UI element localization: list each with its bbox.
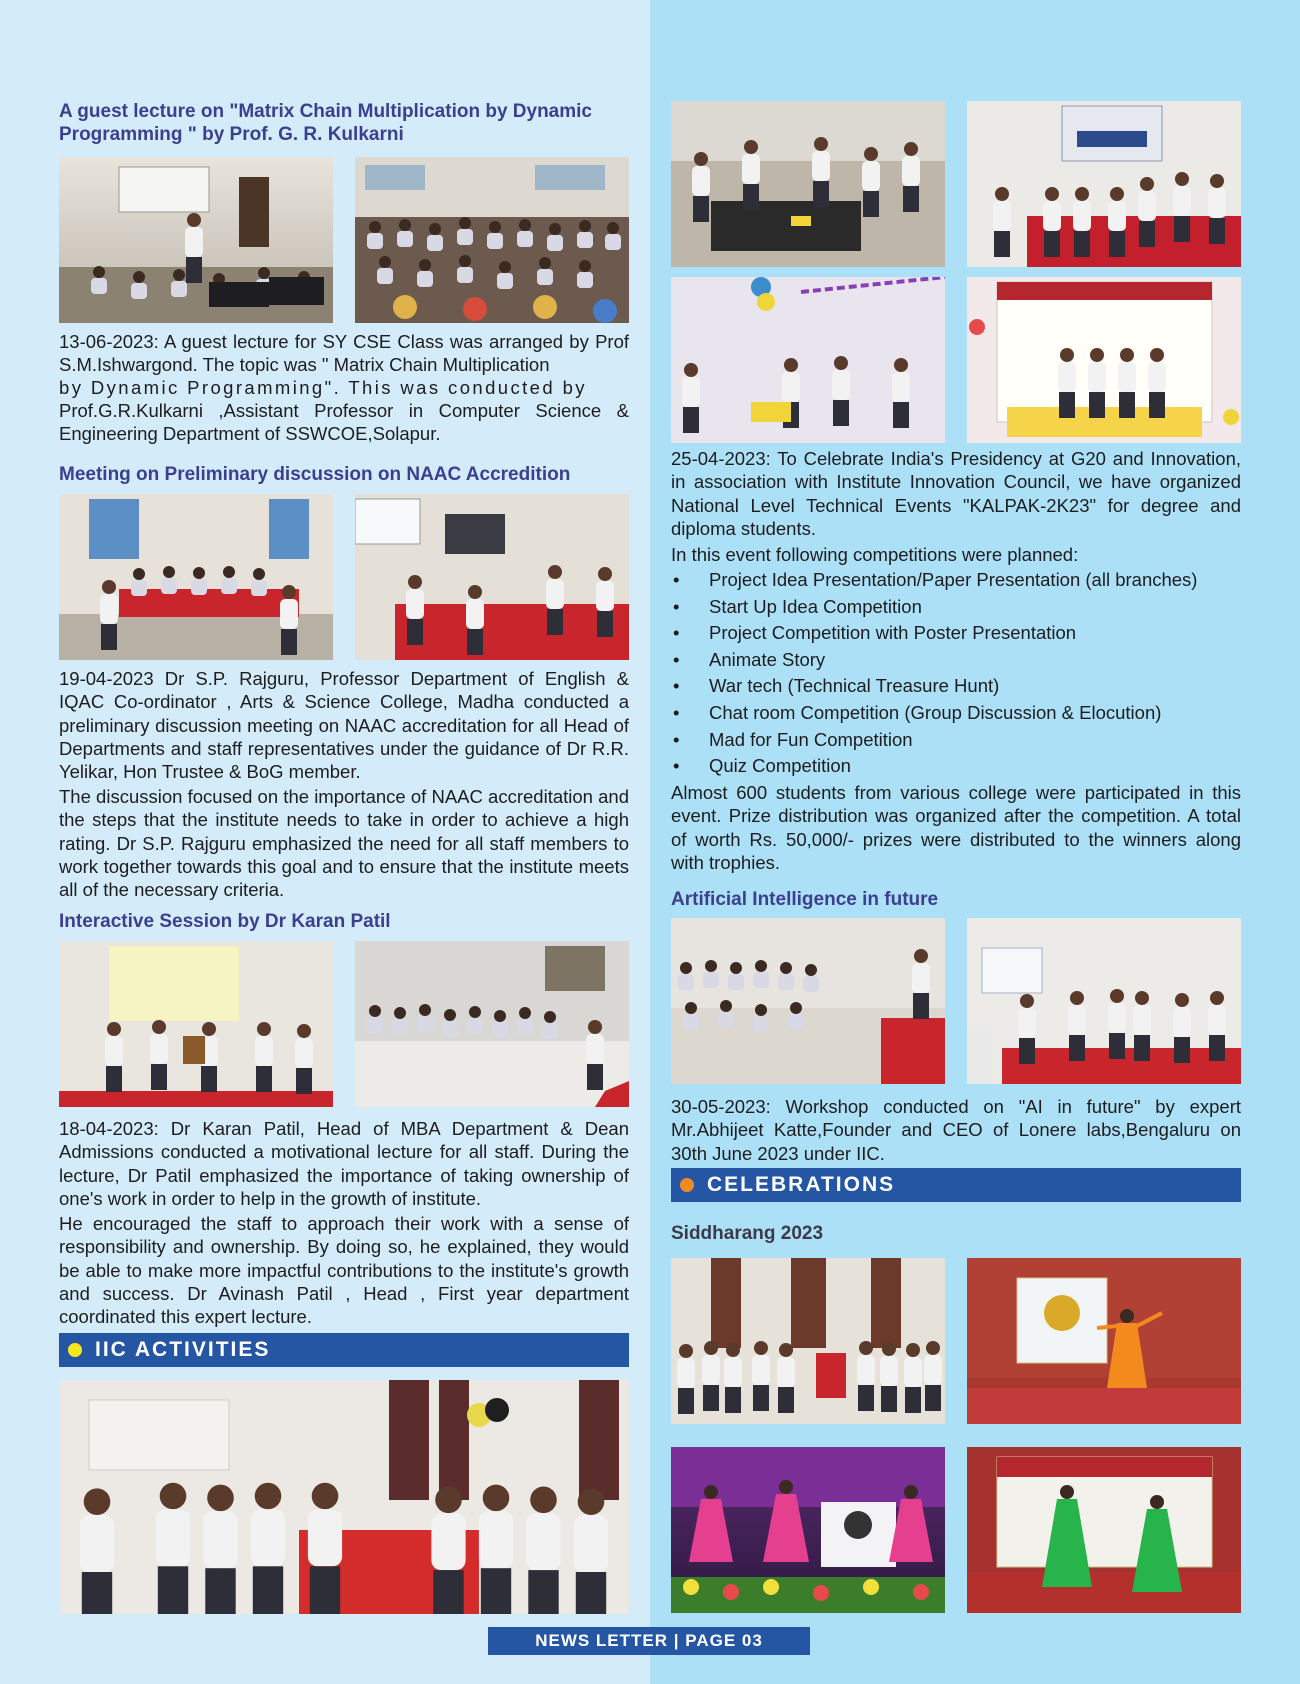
naac-photo-2 (355, 494, 629, 660)
iic-activities-label: IIC ACTIVITIES (95, 1338, 271, 1361)
siddharang-heading: Siddharang 2023 (671, 1223, 824, 1244)
ai-future-heading: Artificial Intelligence in future (671, 889, 939, 910)
guest-lecture-text-1: 13-06-2023: A guest lecture for SY CSE Class was arranged by Prof S.M.Ishwargond. The topic was " Matrix Chain Multiplication (59, 331, 629, 376)
guest-lecture-heading: A guest lecture on "Matrix Chain Multiplication by Dynamic Programming " by Prof. G. R. Kulkarni (59, 101, 592, 145)
ai-future-photo-2 (967, 918, 1241, 1084)
bullet-dot-icon (68, 1343, 82, 1357)
celebration-photo-3 (671, 1447, 945, 1613)
celebrations-band (671, 1168, 1241, 1202)
kalpak-summary: Almost 600 students from various college were participated in this event. Prize distribution was organized after the competition. A total of worth Rs. 50,000/- prizes were distributed to the winners along with trophies. (671, 782, 1241, 873)
list-item: • Mad for Fun Competition (671, 727, 1241, 754)
kalpak-photo-3 (671, 277, 945, 443)
list-item: • Project Idea Presentation/Paper Presentation (all branches) (671, 567, 1241, 594)
karan-patil-text-2: He encouraged the staff to approach their work with a sense of responsibility and ownership. By doing so, he explained, they would be able to make more impactful contributions to the institute's growth and success. Dr Avinash Patil , Head , First year department coordinated this expert lecture. (59, 1213, 629, 1328)
iic-activities-band (59, 1333, 629, 1367)
iic-group-photo (59, 1380, 629, 1614)
guest-lecture-text-2: by Dynamic Programming". This was conducted by (59, 377, 587, 398)
page-footer: NEWS LETTER | PAGE 03 (488, 1627, 810, 1655)
karan-patil-photo-2 (355, 941, 629, 1107)
list-item: • Animate Story (671, 647, 1241, 674)
celebration-photo-1 (671, 1258, 945, 1424)
kalpak-text: 25-04-2023: To Celebrate India's Presidency at G20 and Innovation, in association with Institute Innovation Council, we have organized National Level Technical Events "KALPAK-2K23" for degree and diploma students. (671, 448, 1241, 539)
karan-patil-text-1: 18-04-2023: Dr Karan Patil, Head of MBA Department & Dean Admissions conducted a motivational lecture for all staff. During the lecture, Dr Patil emphasized the importance of taking ownership of one's work in order to help in the growth of institute. (59, 1118, 629, 1209)
guest-lecture-photo-1 (59, 157, 333, 323)
kalpak-intro: In this event following competitions were planned: (671, 544, 1079, 565)
celebration-photo-2 (967, 1258, 1241, 1424)
naac-text-2: The discussion focused on the importance of NAAC accreditation and the steps that the institute needs to take in order to achieve a high rating. Dr S.P. Rajguru emphasized the need for all staff members to work together towards this goal and to ensure that the institute meets all of the necessary criteria. (59, 786, 629, 901)
list-item: • Quiz Competition (671, 753, 1241, 780)
list-item: • Project Competition with Poster Presentation (671, 620, 1241, 647)
kalpak-photo-1 (671, 101, 945, 267)
karan-patil-heading: Interactive Session by Dr Karan Patil (59, 911, 391, 932)
naac-photo-1 (59, 494, 333, 660)
list-item: • Chat room Competition (Group Discussion & Elocution) (671, 700, 1241, 727)
bullet-dot-icon (680, 1178, 694, 1192)
guest-lecture-photo-2 (355, 157, 629, 323)
ai-future-text: 30-05-2023: Workshop conducted on "AI in future" by expert Mr.Abhijeet Katte,Founder and CEO of Lonere labs,Bengaluru on 30th June 2023 under IIC. (671, 1096, 1241, 1164)
competition-list (671, 567, 1241, 780)
karan-patil-photo-1 (59, 941, 333, 1107)
list-item: • Start Up Idea Competition (671, 594, 1241, 621)
naac-heading: Meeting on Preliminary discussion on NAAC Accredition (59, 464, 571, 485)
celebrations-label: CELEBRATIONS (707, 1173, 896, 1196)
guest-lecture-text-3: Prof.G.R.Kulkarni ,Assistant Professor in Computer Science & Engineering Department of SSWCOE,Solapur. (59, 400, 629, 445)
ai-future-photo-1 (671, 918, 945, 1084)
list-item: • War tech (Technical Treasure Hunt) (671, 673, 1241, 700)
kalpak-photo-2 (967, 101, 1241, 267)
celebration-photo-4 (967, 1447, 1241, 1613)
naac-text-1: 19-04-2023 Dr S.P. Rajguru, Professor Department of English & IQAC Co-ordinator , Arts & Science College, Madha conducted a preliminary discussion meeting on NAAC accreditation for all Head of Departments and staff representatives under the guidance of Dr R.R. Yelikar, Hon Trustee & BoG member. (59, 668, 629, 783)
kalpak-photo-4 (967, 277, 1241, 443)
